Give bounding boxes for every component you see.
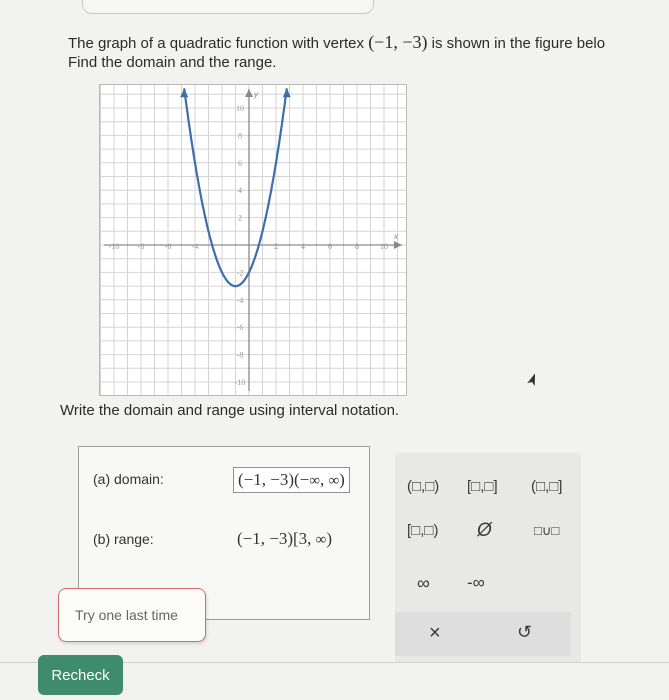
tooltip-text: Try one last time — [75, 607, 178, 623]
y-tick-label: -4 — [236, 295, 244, 305]
y-tick-label: 2 — [238, 213, 242, 223]
x-tick-label: 4 — [301, 242, 305, 251]
y-tick-label: 10 — [236, 104, 244, 113]
y-axis-arrow — [245, 89, 253, 97]
domain-value-part: (− — [294, 470, 310, 489]
domain-value-part: ) — [339, 470, 345, 489]
union-button[interactable]: □∪□ — [534, 523, 560, 538]
infinity-button[interactable]: ∞ — [417, 573, 430, 593]
range-value-part: ) — [326, 529, 333, 548]
instruction-text: Write the domain and range using interval notation. — [60, 402, 400, 419]
y-tick-label: -6 — [236, 323, 244, 333]
prompt-text: The graph of a quadratic function with vertex — [68, 35, 365, 52]
open-closed-interval-button[interactable]: (□,□] — [531, 478, 563, 495]
clear-button[interactable]: × — [429, 622, 441, 644]
x-tick-label: 2 — [274, 242, 278, 251]
y-tick-label: -10 — [234, 378, 246, 387]
x-tick-label: 6 — [328, 242, 332, 251]
domain-label: (a) domain: — [93, 471, 164, 487]
x-tick-label: 8 — [355, 242, 359, 251]
x-axis-label: x — [394, 232, 398, 241]
y-axis-label: y — [254, 90, 258, 99]
prompt-text-suffix: is shown in the figure belo — [431, 35, 606, 52]
negative-infinity-button[interactable]: -∞ — [467, 573, 485, 592]
domain-value-part: , — [319, 470, 329, 489]
range-label: (b) range: — [93, 531, 154, 547]
toolpad-action-bar — [395, 612, 571, 656]
range-value-part: [3, — [293, 529, 316, 548]
empty-set-button[interactable]: Ø — [477, 520, 492, 541]
range-input[interactable] — [233, 527, 336, 551]
graph-svg — [100, 85, 406, 395]
parabola-graph — [99, 84, 407, 396]
y-tick-label: 8 — [238, 131, 242, 141]
domain-value-part: (−1, −3) — [238, 470, 294, 489]
open-open-interval-button[interactable]: (□,□) — [407, 478, 440, 495]
y-tick-label: 4 — [238, 186, 242, 196]
top-tab — [82, 0, 374, 14]
y-tick-label: -8 — [236, 350, 244, 360]
vertex-text: (−1, −3) — [368, 32, 428, 52]
question-prompt — [68, 33, 605, 72]
x-tick-label: 10 — [380, 242, 388, 251]
infinity-symbol: ∞ — [315, 532, 327, 548]
closed-closed-interval-button[interactable]: [□,□] — [467, 478, 498, 495]
recheck-button[interactable]: Recheck — [38, 655, 123, 695]
undo-button[interactable]: ↺ — [517, 622, 533, 642]
x-tick-label: -6 — [164, 242, 172, 251]
prompt-line-1 — [68, 33, 605, 53]
y-tick-label: 6 — [238, 158, 242, 168]
range-value-part: (−1, −3) — [237, 529, 293, 548]
x-tick-label: -10 — [108, 242, 120, 251]
closed-open-interval-button[interactable]: [□,□) — [407, 522, 439, 539]
domain-input[interactable] — [233, 467, 350, 493]
mouse-cursor-icon — [527, 372, 539, 391]
x-tick-label: -8 — [137, 242, 145, 251]
prompt-line-2: Find the domain and the range. — [68, 54, 277, 71]
infinity-symbol: ∞ — [328, 473, 340, 489]
y-tick-label: -2 — [236, 268, 244, 278]
x-tick-label: -4 — [191, 242, 199, 251]
try-again-tooltip — [58, 588, 206, 642]
infinity-symbol: ∞ — [309, 473, 320, 489]
